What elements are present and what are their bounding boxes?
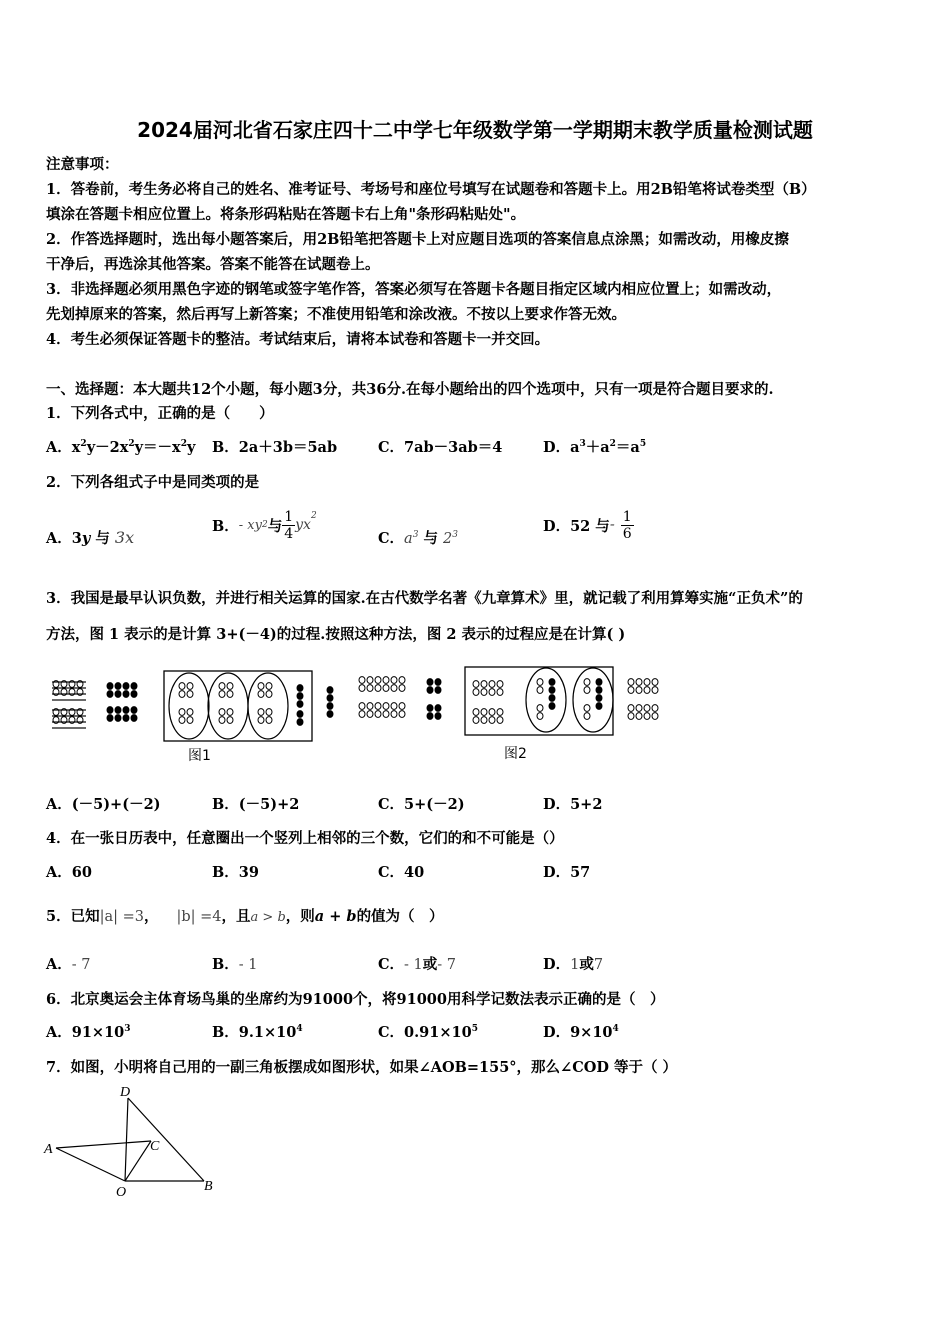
rod-mark: [375, 677, 381, 684]
rods-d2: [427, 705, 433, 720]
q1-option-c: C．7ab－3ab＝4: [378, 439, 503, 456]
rods-c1: [375, 677, 381, 692]
rod-mark: [636, 679, 642, 686]
rods-c2: [359, 703, 365, 718]
rod-mark: [537, 687, 543, 694]
rod-mark: [266, 691, 272, 698]
rod-mark: [636, 705, 642, 712]
rods-b1: [115, 683, 121, 698]
q4-option-b: B．39: [212, 864, 259, 881]
rod-mark: [219, 683, 225, 690]
q3-option-a: A．(－5)+(－2): [46, 796, 161, 813]
rod-mark: [107, 691, 113, 698]
rods-c2: [375, 703, 381, 718]
fig1-e2-bot: [227, 709, 233, 724]
rods-e1: [636, 679, 642, 694]
segment-DO: [125, 1098, 128, 1181]
rods-b1: [131, 683, 137, 698]
rod-mark: [258, 709, 264, 716]
fig2-e2b: [596, 679, 602, 710]
rod-mark: [131, 691, 137, 698]
fig1-caption: 图1: [188, 748, 211, 764]
segment-DB: [128, 1098, 204, 1181]
rod-mark: [399, 677, 405, 684]
rod-mark: [473, 689, 479, 696]
rod-mark: [427, 713, 433, 720]
rod-mark: [489, 689, 495, 696]
rod-mark: [123, 715, 129, 722]
fig1-e2-top: [227, 683, 233, 698]
fig2-frame: [465, 667, 613, 735]
rods-c2: [399, 703, 405, 718]
q1-option-a: A．$x^2y-2x^2y=-x^2y$: [46, 439, 196, 456]
rod-mark: [537, 713, 543, 720]
fig1-frame: [164, 671, 312, 741]
rod-mark: [644, 679, 650, 686]
rod-mark: [179, 709, 185, 716]
rod-mark: [481, 689, 487, 696]
rod-mark: [549, 695, 555, 702]
rod-mark: [399, 703, 405, 710]
fig1-right-filled: [297, 685, 303, 708]
rods-b1: [123, 683, 129, 698]
q5-stem: 5．已知|a| =3， |b| =4，且a > b，则a + b的值为（ ）: [46, 908, 444, 925]
fig2-e1b: [549, 679, 555, 710]
segment-AO: [56, 1148, 125, 1181]
rods-e2: [628, 705, 634, 720]
q3-stem-line-1: 3．我国是最早认识负数，并进行相关运算的国家.在古代数学名著《九章算术》里，就记载了利用算筹实施“正负术”的: [46, 590, 803, 607]
notice-line-2: 填涂在答题卡相应位置上。将条形码粘贴在答题卡右上角"条形码粘贴处"。: [46, 206, 526, 223]
fig1-right-filled2: [297, 711, 303, 726]
rod-mark: [359, 711, 365, 718]
rod-mark: [489, 717, 495, 724]
rod-mark: [636, 713, 642, 720]
rod-mark: [628, 687, 634, 694]
q1-option-d: D．$a^3+a^2=a^5$: [543, 439, 647, 456]
rod-mark: [584, 687, 590, 694]
rod-mark: [435, 713, 441, 720]
q3-stem-line-2: 方法，图 1 表示的是计算 3+(－4)的过程.按照这种方法，图 2 表示的过程应是在计算( ): [46, 626, 626, 643]
rod-mark: [427, 687, 433, 694]
fig1-e2-top: [219, 683, 225, 698]
rod-mark: [383, 711, 389, 718]
fig2-e1c: [537, 705, 543, 720]
rod-mark: [489, 681, 495, 688]
rod-mark: [473, 681, 479, 688]
q7-triangle-figure: [40, 1080, 230, 1205]
rod-mark: [628, 713, 634, 720]
label-O: O: [116, 1185, 127, 1200]
rods-c1: [367, 677, 373, 692]
rod-mark: [628, 705, 634, 712]
rod-mark: [652, 705, 658, 712]
fig2-left-bot: [481, 709, 487, 724]
rod-mark: [652, 713, 658, 720]
fig2-e2a: [584, 679, 590, 694]
rod-mark: [123, 683, 129, 690]
rod-mark: [131, 683, 137, 690]
notice-line-6: 先划掉原来的答案，然后再写上新答案；不准使用铅笔和涂改液。不按以上要求作答无效。: [46, 306, 626, 323]
rod-mark: [187, 683, 193, 690]
rods-d2: [435, 705, 441, 720]
rod-mark: [427, 705, 433, 712]
rod-mark: [435, 679, 441, 686]
rod-mark: [497, 681, 503, 688]
q2-d-fraction: $\frac{1}{6}$: [622, 508, 632, 542]
rod-mark: [652, 687, 658, 694]
q2-option-c: C．$a^3$ 与 $2^3$: [378, 530, 459, 547]
rod-mark: [359, 677, 365, 684]
rods-b2: [131, 707, 137, 722]
fig2-left-bot: [497, 709, 503, 724]
rod-mark: [497, 709, 503, 716]
rod-mark: [644, 705, 650, 712]
rod-mark: [375, 703, 381, 710]
rod-mark: [359, 685, 365, 692]
label-C: C: [150, 1139, 160, 1154]
rod-mark: [584, 679, 590, 686]
rod-mark: [266, 717, 272, 724]
rod-mark: [596, 687, 602, 694]
segment-CO: [125, 1141, 151, 1181]
rod-mark: [297, 701, 303, 708]
segment-AC: [56, 1141, 151, 1148]
rod-mark: [549, 703, 555, 710]
fig1-e3-top: [266, 683, 272, 698]
after-fig1-filled: [327, 687, 333, 718]
rods-e1: [652, 679, 658, 694]
q4-stem: 4．在一张日历表中，任意圈出一个竖列上相邻的三个数，它们的和不可能是（）: [46, 830, 564, 847]
rod-mark: [107, 707, 113, 714]
page-title: 2024届河北省石家庄四十二中学七年级数学第一学期期末教学质量检测试题: [137, 118, 813, 142]
rod-mark: [549, 687, 555, 694]
rod-mark: [367, 685, 373, 692]
fig2-caption: 图2: [504, 746, 527, 762]
rod-mark: [435, 705, 441, 712]
rod-mark: [187, 709, 193, 716]
rod-mark: [297, 685, 303, 692]
q4-option-d: D．57: [543, 864, 591, 881]
q5-option-a: A．- 7: [46, 956, 91, 973]
fig1-e1-bot: [179, 709, 185, 724]
rod-mark: [187, 717, 193, 724]
rod-mark: [107, 715, 113, 722]
q7-stem: 7．如图，小明将自己用的一副三角板摆成如图形状，如果∠AOB=155°，那么∠COD 等于（ ）: [46, 1059, 678, 1076]
q6-option-a: A．$91\times 10^3$: [46, 1024, 131, 1041]
q3-option-b: B．(－5)+2: [212, 796, 300, 813]
q4-option-a: A．60: [46, 864, 92, 881]
rod-mark: [481, 681, 487, 688]
rod-mark: [375, 685, 381, 692]
rod-mark: [131, 715, 137, 722]
q5-option-b: B．- 1: [212, 956, 258, 973]
rod-mark: [652, 679, 658, 686]
rod-mark: [327, 695, 333, 702]
rod-mark: [219, 709, 225, 716]
notice-line-3: 2．作答选择题时，选出每小题答案后，用2B铅笔把答题卡上对应题目选项的答案信息点涂黑；如需改动，用橡皮擦: [46, 231, 789, 248]
rod-mark: [115, 707, 121, 714]
rod-mark: [497, 717, 503, 724]
rods-d1: [427, 679, 433, 694]
rod-mark: [596, 703, 602, 710]
fig1-e1-top: [187, 683, 193, 698]
fig1-e2-bot: [219, 709, 225, 724]
fig2-ellipse-1: [526, 668, 566, 732]
rods-e1: [644, 679, 650, 694]
rods-c2: [391, 703, 397, 718]
rod-mark: [115, 715, 121, 722]
rod-mark: [489, 709, 495, 716]
rod-mark: [375, 711, 381, 718]
rod-mark: [258, 683, 264, 690]
rod-mark: [473, 717, 479, 724]
fig1-e3-bot: [266, 709, 272, 724]
rods-b2: [107, 707, 113, 722]
rod-mark: [391, 677, 397, 684]
rod-mark: [427, 679, 433, 686]
rods-b2: [115, 707, 121, 722]
fig2-left-bot: [489, 709, 495, 724]
rod-mark: [481, 717, 487, 724]
rod-mark: [219, 717, 225, 724]
rod-mark: [537, 679, 543, 686]
rods-c1: [391, 677, 397, 692]
rod-mark: [644, 687, 650, 694]
rod-mark: [497, 689, 503, 696]
q2-option-a: A．3y 与 3x: [46, 528, 135, 547]
q2-option-d: D．52 与 - $\frac{1}{6}$: [543, 508, 632, 542]
label-B: B: [204, 1179, 213, 1194]
rods-c1: [359, 677, 365, 692]
q5-option-c: C．- 1或- 7: [378, 956, 457, 973]
fig2-left-bot: [473, 709, 479, 724]
q1-option-b: B．2a＋3b＝5ab: [212, 439, 338, 456]
rod-mark: [481, 709, 487, 716]
label-A: A: [44, 1142, 53, 1157]
rods-e2: [636, 705, 642, 720]
rod-mark: [636, 687, 642, 694]
rod-mark: [537, 705, 543, 712]
rod-mark: [367, 711, 373, 718]
rods-e1: [628, 679, 634, 694]
rod-mark: [383, 703, 389, 710]
rod-mark: [327, 687, 333, 694]
rods-e2: [644, 705, 650, 720]
rod-mark: [297, 711, 303, 718]
rod-mark: [399, 685, 405, 692]
rod-mark: [596, 679, 602, 686]
rods-b2: [123, 707, 129, 722]
q2-b-fraction: $\frac{1}{4}$: [284, 508, 294, 542]
rod-mark: [297, 693, 303, 700]
rod-mark: [584, 705, 590, 712]
rod-mark: [123, 707, 129, 714]
rod-mark: [327, 703, 333, 710]
fig2-e1a: [537, 679, 543, 694]
rod-mark: [644, 713, 650, 720]
rod-mark: [596, 695, 602, 702]
rod-mark: [123, 691, 129, 698]
fig2-left-top: [473, 681, 479, 696]
rod-mark: [179, 683, 185, 690]
rod-mark: [327, 711, 333, 718]
fig2-e2c: [584, 705, 590, 720]
q6-stem: 6．北京奥运会主体育场鸟巢的坐席约为91000个，将91000用科学记数法表示正确的是（ ）: [46, 991, 665, 1008]
rod-mark: [549, 679, 555, 686]
rod-mark: [266, 709, 272, 716]
q6-option-d: D．$9\times 10^4$: [543, 1024, 619, 1041]
rod-mark: [391, 703, 397, 710]
rod-mark: [383, 685, 389, 692]
notice-heading: 注意事项：: [46, 156, 119, 173]
rod-mark: [115, 691, 121, 698]
rod-mark: [297, 719, 303, 726]
fig2-left-top: [489, 681, 495, 696]
q3-option-d: D．5+2: [543, 796, 603, 813]
rod-mark: [179, 691, 185, 698]
rod-mark: [227, 717, 233, 724]
rod-mark: [179, 717, 185, 724]
q4-option-c: C．40: [378, 864, 425, 881]
fig2-ellipse-2: [573, 668, 613, 732]
rods-e2: [652, 705, 658, 720]
q2-stem: 2．下列各组式子中是同类项的是: [46, 474, 260, 491]
rods-b1: [107, 683, 113, 698]
rod-mark: [227, 691, 233, 698]
rod-mark: [227, 683, 233, 690]
rods-c1: [383, 677, 389, 692]
q1-stem: 1．下列各式中，正确的是（ ）: [46, 405, 274, 422]
fig2-left-top: [481, 681, 487, 696]
rod-mark: [383, 677, 389, 684]
rod-mark: [219, 691, 225, 698]
rod-mark: [473, 709, 479, 716]
fig1-e1-bot: [187, 709, 193, 724]
rod-mark: [391, 711, 397, 718]
q6-option-c: C．$0.91\times 10^5$: [378, 1024, 478, 1041]
rod-mark: [227, 709, 233, 716]
fig1-e1-top: [179, 683, 185, 698]
rod-mark: [131, 707, 137, 714]
q3-option-c: C．5+(－2): [378, 796, 465, 813]
label-D: D: [120, 1085, 131, 1100]
rod-mark: [399, 711, 405, 718]
q2-option-b: B． - xy 2 与 $\frac{1}{4}$ yx $^2$: [212, 508, 317, 542]
rod-mark: [115, 683, 121, 690]
rod-mark: [359, 703, 365, 710]
notice-line-1: 1．答卷前，考生务必将自己的姓名、准考证号、考场号和座位号填写在试题卷和答题卡上。用2B铅笔将试卷类型（B）: [46, 181, 816, 198]
rod-mark: [266, 683, 272, 690]
fig1-e3-top: [258, 683, 264, 698]
rods-c2: [383, 703, 389, 718]
rod-mark: [628, 679, 634, 686]
q5-option-d: D．1或7: [543, 956, 604, 973]
rods-c1: [399, 677, 405, 692]
rod-mark: [584, 713, 590, 720]
rod-mark: [391, 685, 397, 692]
q6-option-b: B．$9.1\times 10^4$: [212, 1024, 303, 1041]
rod-mark: [258, 717, 264, 724]
rods-c2: [367, 703, 373, 718]
fig2-left-top: [497, 681, 503, 696]
rod-mark: [258, 691, 264, 698]
rod-mark: [367, 703, 373, 710]
rod-mark: [367, 677, 373, 684]
section-heading: 一、选择题：本大题共12个小题，每小题3分，共36分.在每小题给出的四个选项中，只有一项是符合题目要求的.: [46, 381, 774, 398]
notice-line-5: 3．非选择题必须用黑色字迹的钢笔或签字笔作答，答案必须写在答题卡各题目指定区域内相应位置上；如需改动，: [46, 281, 782, 298]
rods-d1: [435, 679, 441, 694]
fig1-e3-bot: [258, 709, 264, 724]
notice-line-4: 干净后，再选涂其他答案。答案不能答在试题卷上。: [46, 256, 380, 273]
rod-mark: [187, 691, 193, 698]
rod-mark: [107, 683, 113, 690]
rod-mark: [435, 687, 441, 694]
notice-line-7: 4．考生必须保证答题卡的整洁。考试结束后，请将本试卷和答题卡一并交回。: [46, 331, 550, 348]
